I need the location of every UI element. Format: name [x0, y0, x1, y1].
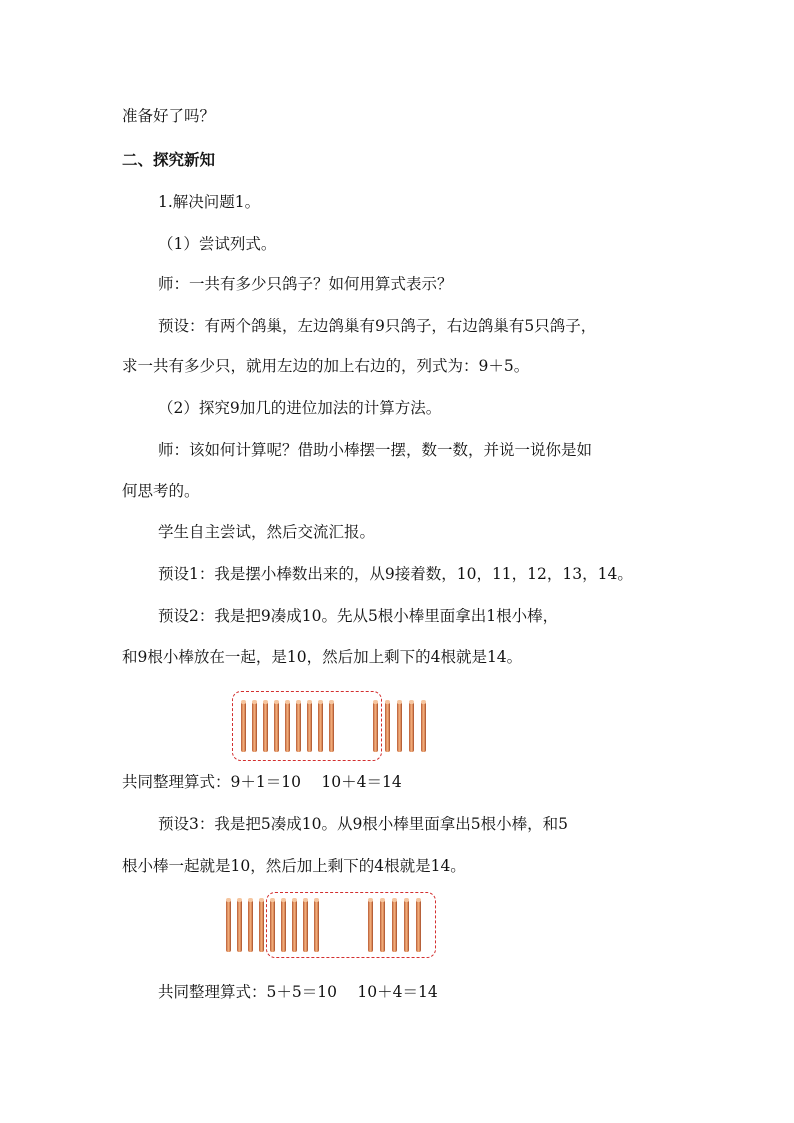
- counting-stick: [281, 900, 286, 952]
- counting-stick: [318, 702, 323, 752]
- counting-stick: [285, 702, 290, 752]
- text-line: 预设1：我是摆小棒数出来的，从9接着数，10，11，12，13，14。: [158, 565, 633, 583]
- text-line: 何思考的。: [122, 482, 200, 500]
- sticks-figure-9-plus-1: [230, 690, 440, 765]
- text-line: 师：该如何计算呢？借助小棒摆一摆，数一数，并说一说你是如: [158, 441, 593, 459]
- counting-stick: [392, 900, 397, 952]
- text-line: （1）尝试列式。: [158, 235, 277, 253]
- counting-stick: [385, 702, 390, 752]
- counting-stick: [296, 702, 301, 752]
- counting-stick: [397, 702, 402, 752]
- counting-stick: [226, 900, 231, 952]
- counting-stick: [409, 702, 414, 752]
- counting-stick: [404, 900, 409, 952]
- equation-line: 共同整理算式：5＋5＝10 10＋4＝14: [158, 983, 438, 1001]
- counting-stick: [307, 702, 312, 752]
- text-line: 预设：有两个鸽巢，左边鸽巢有9只鸽子，右边鸽巢有5只鸽子，: [158, 317, 597, 335]
- counting-stick: [380, 900, 385, 952]
- sticks-figure-5-plus-5: [222, 890, 442, 962]
- text-line: 学生自主尝试，然后交流汇报。: [158, 523, 376, 541]
- counting-stick: [314, 900, 319, 952]
- counting-stick: [303, 900, 308, 952]
- counting-stick: [237, 900, 242, 952]
- text-line: 根小棒一起就是10，然后加上剩下的4根就是14。: [122, 857, 466, 875]
- counting-stick: [248, 900, 253, 952]
- equation-line: 共同整理算式：9＋1＝10 10＋4＝14: [122, 773, 402, 791]
- counting-stick: [373, 702, 378, 752]
- counting-stick: [416, 900, 421, 952]
- text-line: 和9根小棒放在一起，是10，然后加上剩下的4根就是14。: [122, 648, 523, 666]
- counting-stick: [259, 900, 264, 952]
- text-line: 求一共有多少只，就用左边的加上右边的，列式为：9＋5。: [122, 357, 530, 375]
- text-line: （2）探究9加几的进位加法的计算方法。: [158, 399, 442, 417]
- text-line: 师：一共有多少只鸽子？如何用算式表示？: [158, 275, 453, 293]
- text-line: 1.解决问题1。: [158, 193, 261, 211]
- counting-stick: [263, 702, 268, 752]
- counting-stick: [270, 900, 275, 952]
- counting-stick: [292, 900, 297, 952]
- text-line: 准备好了吗？: [122, 107, 216, 125]
- counting-stick: [368, 900, 373, 952]
- counting-stick: [274, 702, 279, 752]
- text-line: 预设3：我是把5凑成10。从9根小棒里面拿出5根小棒，和5: [158, 815, 569, 833]
- counting-stick: [241, 702, 246, 752]
- text-line: 预设2：我是把9凑成10。先从5根小棒里面拿出1根小棒，: [158, 607, 559, 625]
- section-heading: 二、探究新知: [122, 150, 216, 169]
- counting-stick: [421, 702, 426, 752]
- counting-stick: [252, 702, 257, 752]
- counting-stick: [329, 702, 334, 752]
